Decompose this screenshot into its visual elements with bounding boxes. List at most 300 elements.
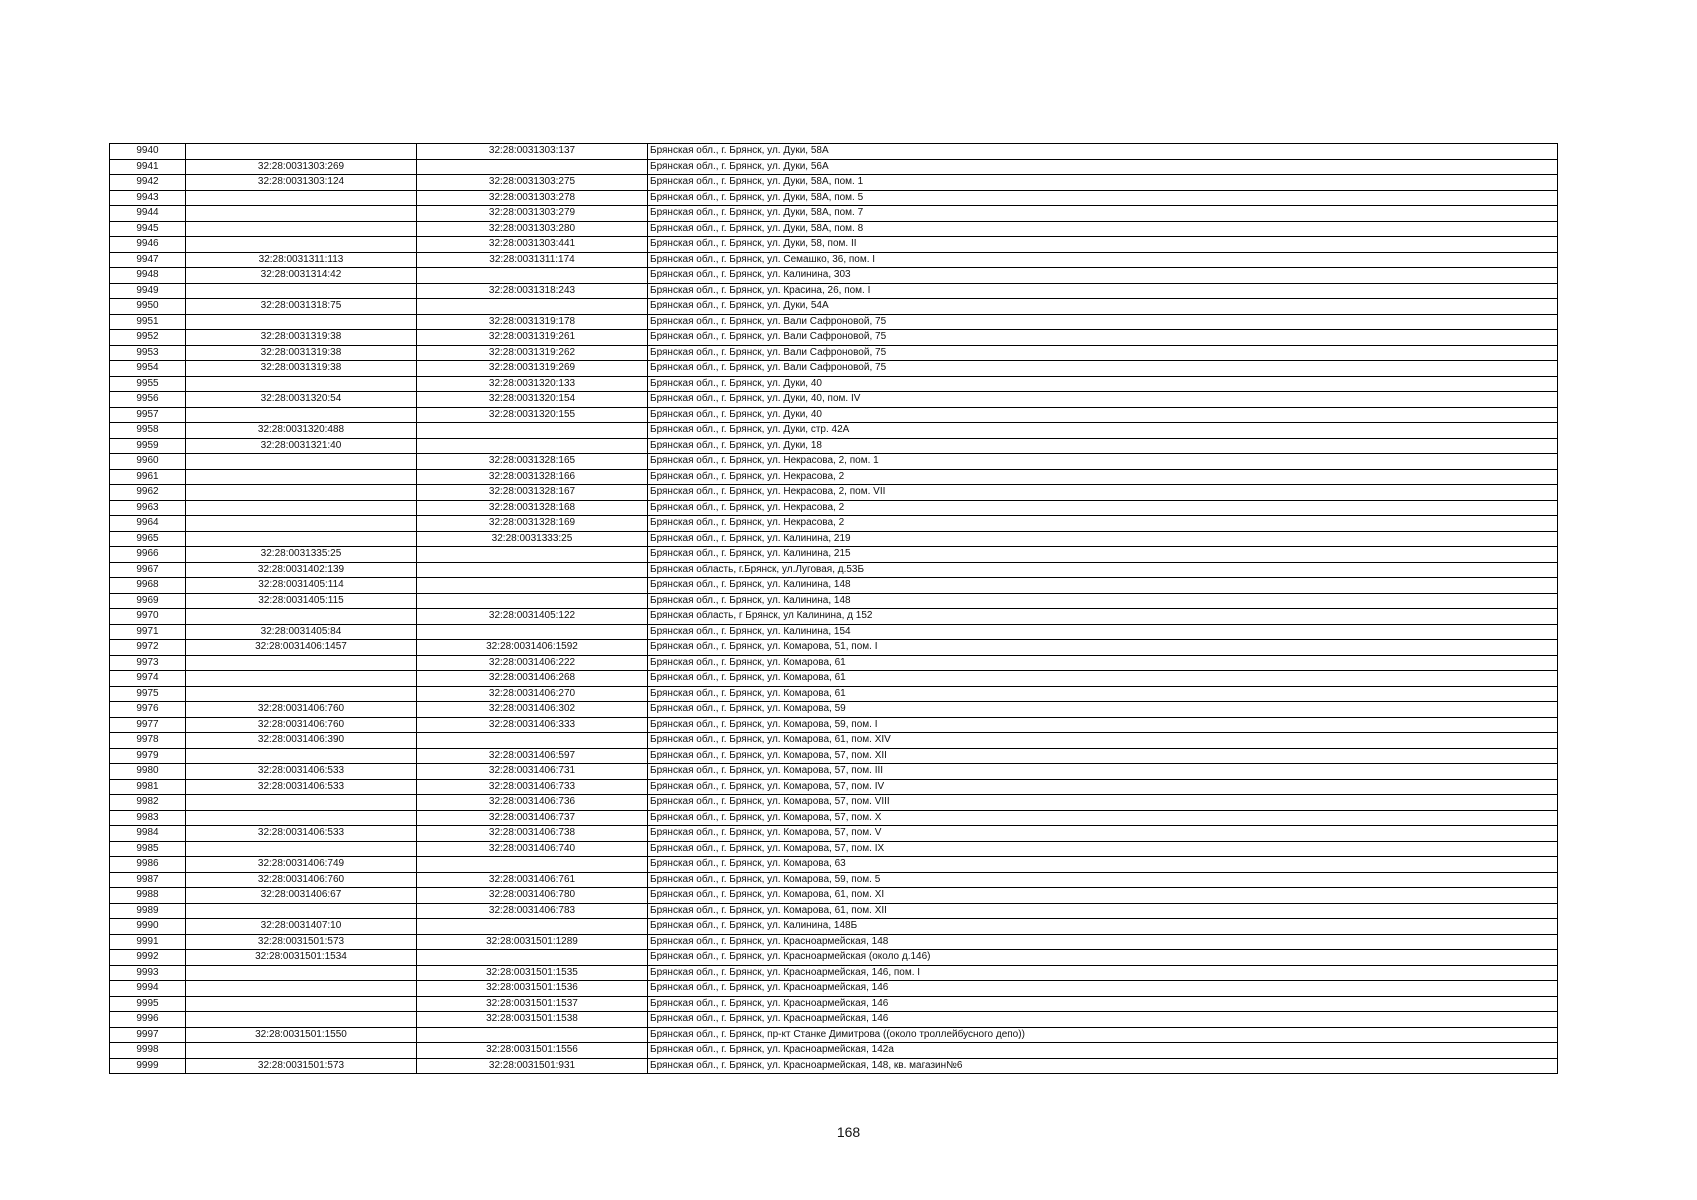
- row-number-cell: 9979: [110, 748, 186, 764]
- row-number-cell: 9960: [110, 454, 186, 470]
- address-cell: Брянская обл., г. Брянск, ул. Некрасова, 2, пом. 1: [648, 454, 1558, 470]
- land-cadastral-number-cell: [186, 469, 417, 485]
- row-number-cell: 9994: [110, 981, 186, 997]
- address-cell: Брянская обл., г. Брянск, ул. Комарова, 61, пом. XIV: [648, 733, 1558, 749]
- object-cadastral-number-cell: 32:28:0031303:278: [417, 190, 648, 206]
- row-number-cell: 9962: [110, 485, 186, 501]
- table-row: [110, 717, 1558, 733]
- object-cadastral-number-cell: 32:28:0031319:261: [417, 330, 648, 346]
- land-cadastral-number-cell: [186, 407, 417, 423]
- table-row: [110, 702, 1558, 718]
- address-cell: Брянская обл., г. Брянск, ул. Красноармейская, 146: [648, 981, 1558, 997]
- row-number-cell: 9972: [110, 640, 186, 656]
- table-row: [110, 826, 1558, 842]
- row-number-cell: 9967: [110, 562, 186, 578]
- table-row: [110, 562, 1558, 578]
- land-cadastral-number-cell: [186, 903, 417, 919]
- land-cadastral-number-cell: [186, 500, 417, 516]
- table-row: [110, 593, 1558, 609]
- land-cadastral-number-cell: 32:28:0031501:573: [186, 934, 417, 950]
- address-cell: Брянская обл., г. Брянск, ул. Комарова, 61, пом. XII: [648, 903, 1558, 919]
- table-row: [110, 237, 1558, 253]
- row-number-cell: 9986: [110, 857, 186, 873]
- land-cadastral-number-cell: [186, 810, 417, 826]
- row-number-cell: 9978: [110, 733, 186, 749]
- address-cell: Брянская обл., г. Брянск, ул. Дуки, 56А: [648, 159, 1558, 175]
- table-row: [110, 221, 1558, 237]
- land-cadastral-number-cell: 32:28:0031501:1550: [186, 1027, 417, 1043]
- object-cadastral-number-cell: 32:28:0031501:1535: [417, 965, 648, 981]
- land-cadastral-number-cell: 32:28:0031319:38: [186, 361, 417, 377]
- table-row: [110, 578, 1558, 594]
- land-cadastral-number-cell: 32:28:0031402:139: [186, 562, 417, 578]
- address-cell: Брянская обл., г. Брянск, пр-кт Станке Димитрова ((около троллейбусного депо)): [648, 1027, 1558, 1043]
- land-cadastral-number-cell: [186, 1012, 417, 1028]
- land-cadastral-number-cell: 32:28:0031314:42: [186, 268, 417, 284]
- object-cadastral-number-cell: 32:28:0031303:279: [417, 206, 648, 222]
- object-cadastral-number-cell: 32:28:0031319:178: [417, 314, 648, 330]
- land-cadastral-number-cell: 32:28:0031319:38: [186, 345, 417, 361]
- address-cell: Брянская обл., г. Брянск, ул. Семашко, 36, пом. I: [648, 252, 1558, 268]
- land-cadastral-number-cell: 32:28:0031406:760: [186, 872, 417, 888]
- table-row: [110, 330, 1558, 346]
- row-number-cell: 9969: [110, 593, 186, 609]
- row-number-cell: 9989: [110, 903, 186, 919]
- row-number-cell: 9948: [110, 268, 186, 284]
- address-cell: Брянская обл., г. Брянск, ул. Красноармейская, 146, пом. I: [648, 965, 1558, 981]
- table-row: [110, 485, 1558, 501]
- row-number-cell: 9999: [110, 1058, 186, 1074]
- object-cadastral-number-cell: 32:28:0031406:780: [417, 888, 648, 904]
- address-cell: Брянская обл., г. Брянск, ул. Дуки, стр. 42А: [648, 423, 1558, 439]
- address-cell: Брянская обл., г. Брянск, ул. Красноармейская, 142а: [648, 1043, 1558, 1059]
- address-cell: Брянская обл., г. Брянск, ул. Вали Сафроновой, 75: [648, 345, 1558, 361]
- table-row: [110, 810, 1558, 826]
- table-row: [110, 144, 1558, 160]
- address-cell: Брянская обл., г. Брянск, ул. Комарова, 51, пом. I: [648, 640, 1558, 656]
- table-row: [110, 655, 1558, 671]
- table-row: [110, 516, 1558, 532]
- land-cadastral-number-cell: 32:28:0031405:114: [186, 578, 417, 594]
- property-table: [109, 143, 1558, 1074]
- row-number-cell: 9971: [110, 624, 186, 640]
- object-cadastral-number-cell: 32:28:0031303:280: [417, 221, 648, 237]
- object-cadastral-number-cell: 32:28:0031318:243: [417, 283, 648, 299]
- object-cadastral-number-cell: [417, 438, 648, 454]
- address-cell: Брянская обл., г. Брянск, ул. Комарова, 57, пом. IV: [648, 779, 1558, 795]
- row-number-cell: 9941: [110, 159, 186, 175]
- table-row: [110, 981, 1558, 997]
- address-cell: Брянская обл., г. Брянск, ул. Комарова, 63: [648, 857, 1558, 873]
- address-cell: Брянская обл., г. Брянск, ул. Дуки, 58А, пом. 5: [648, 190, 1558, 206]
- land-cadastral-number-cell: 32:28:0031406:760: [186, 717, 417, 733]
- object-cadastral-number-cell: [417, 268, 648, 284]
- row-number-cell: 9956: [110, 392, 186, 408]
- row-number-cell: 9970: [110, 609, 186, 625]
- address-cell: Брянская обл., г. Брянск, ул. Комарова, 57, пом. III: [648, 764, 1558, 780]
- land-cadastral-number-cell: 32:28:0031405:115: [186, 593, 417, 609]
- table-row: [110, 872, 1558, 888]
- land-cadastral-number-cell: 32:28:0031303:124: [186, 175, 417, 191]
- land-cadastral-number-cell: [186, 748, 417, 764]
- table-row: [110, 841, 1558, 857]
- table-row: [110, 857, 1558, 873]
- row-number-cell: 9987: [110, 872, 186, 888]
- object-cadastral-number-cell: 32:28:0031406:302: [417, 702, 648, 718]
- land-cadastral-number-cell: 32:28:0031407:10: [186, 919, 417, 935]
- row-number-cell: 9950: [110, 299, 186, 315]
- address-cell: Брянская обл., г. Брянск, ул. Комарова, 57, пом. IX: [648, 841, 1558, 857]
- address-cell: Брянская обл., г. Брянск, ул. Калинина, 148: [648, 593, 1558, 609]
- object-cadastral-number-cell: 32:28:0031303:137: [417, 144, 648, 160]
- table-row: [110, 159, 1558, 175]
- object-cadastral-number-cell: [417, 919, 648, 935]
- table-row: [110, 438, 1558, 454]
- land-cadastral-number-cell: 32:28:0031501:1534: [186, 950, 417, 966]
- table-row: [110, 175, 1558, 191]
- object-cadastral-number-cell: [417, 950, 648, 966]
- land-cadastral-number-cell: [186, 144, 417, 160]
- object-cadastral-number-cell: 32:28:0031406:1592: [417, 640, 648, 656]
- row-number-cell: 9942: [110, 175, 186, 191]
- row-number-cell: 9944: [110, 206, 186, 222]
- land-cadastral-number-cell: [186, 485, 417, 501]
- table-row: [110, 748, 1558, 764]
- address-cell: Брянская обл., г. Брянск, ул. Комарова, 59, пом. I: [648, 717, 1558, 733]
- address-cell: Брянская обл., г. Брянск, ул. Комарова, 57, пом. VIII: [648, 795, 1558, 811]
- object-cadastral-number-cell: 32:28:0031406:736: [417, 795, 648, 811]
- object-cadastral-number-cell: 32:28:0031328:166: [417, 469, 648, 485]
- row-number-cell: 9955: [110, 376, 186, 392]
- row-number-cell: 9995: [110, 996, 186, 1012]
- table-row: [110, 934, 1558, 950]
- address-cell: Брянская обл., г. Брянск, ул. Калинина, 148Б: [648, 919, 1558, 935]
- address-cell: Брянская обл., г. Брянск, ул. Калинина, 154: [648, 624, 1558, 640]
- address-cell: Брянская обл., г. Брянск, ул. Дуки, 40: [648, 376, 1558, 392]
- address-cell: Брянская обл., г. Брянск, ул. Комарова, 57, пом. X: [648, 810, 1558, 826]
- row-number-cell: 9988: [110, 888, 186, 904]
- address-cell: Брянская обл., г. Брянск, ул. Дуки, 18: [648, 438, 1558, 454]
- address-cell: Брянская обл., г. Брянск, ул. Красноармейская (около д.146): [648, 950, 1558, 966]
- object-cadastral-number-cell: 32:28:0031406:738: [417, 826, 648, 842]
- table-row: [110, 609, 1558, 625]
- row-number-cell: 9985: [110, 841, 186, 857]
- land-cadastral-number-cell: [186, 981, 417, 997]
- table-row: [110, 361, 1558, 377]
- address-cell: Брянская обл., г. Брянск, ул. Дуки, 58А, пом. 8: [648, 221, 1558, 237]
- object-cadastral-number-cell: [417, 733, 648, 749]
- object-cadastral-number-cell: 32:28:0031303:275: [417, 175, 648, 191]
- table-row: [110, 206, 1558, 222]
- address-cell: Брянская обл., г. Брянск, ул. Дуки, 58, пом. II: [648, 237, 1558, 253]
- table-row: [110, 996, 1558, 1012]
- land-cadastral-number-cell: 32:28:0031406:533: [186, 764, 417, 780]
- address-cell: Брянская обл., г. Брянск, ул. Красина, 26, пом. I: [648, 283, 1558, 299]
- land-cadastral-number-cell: [186, 1043, 417, 1059]
- row-number-cell: 9964: [110, 516, 186, 532]
- address-cell: Брянская обл., г. Брянск, ул. Комарова, 59, пом. 5: [648, 872, 1558, 888]
- object-cadastral-number-cell: 32:28:0031406:597: [417, 748, 648, 764]
- table-row: [110, 903, 1558, 919]
- row-number-cell: 9952: [110, 330, 186, 346]
- land-cadastral-number-cell: 32:28:0031319:38: [186, 330, 417, 346]
- land-cadastral-number-cell: 32:28:0031320:54: [186, 392, 417, 408]
- object-cadastral-number-cell: 32:28:0031328:165: [417, 454, 648, 470]
- page-number: 168: [836, 1124, 861, 1140]
- land-cadastral-number-cell: [186, 655, 417, 671]
- table-row: [110, 779, 1558, 795]
- table-row: [110, 1012, 1558, 1028]
- object-cadastral-number-cell: [417, 578, 648, 594]
- row-number-cell: 9957: [110, 407, 186, 423]
- land-cadastral-number-cell: 32:28:0031406:67: [186, 888, 417, 904]
- address-cell: Брянская обл., г. Брянск, ул. Некрасова, 2: [648, 500, 1558, 516]
- object-cadastral-number-cell: 32:28:0031406:737: [417, 810, 648, 826]
- land-cadastral-number-cell: 32:28:0031406:1457: [186, 640, 417, 656]
- table-row: [110, 392, 1558, 408]
- address-cell: Брянская обл., г. Брянск, ул. Вали Сафроновой, 75: [648, 314, 1558, 330]
- table-row: [110, 252, 1558, 268]
- object-cadastral-number-cell: 32:28:0031501:931: [417, 1058, 648, 1074]
- row-number-cell: 9983: [110, 810, 186, 826]
- table-row: [110, 764, 1558, 780]
- address-cell: Брянская обл., г. Брянск, ул. Комарова, 59: [648, 702, 1558, 718]
- address-cell: Брянская обл., г. Брянск, ул. Комарова, 57, пом. V: [648, 826, 1558, 842]
- object-cadastral-number-cell: 32:28:0031501:1536: [417, 981, 648, 997]
- row-number-cell: 9946: [110, 237, 186, 253]
- row-number-cell: 9968: [110, 578, 186, 594]
- address-cell: Брянская обл., г. Брянск, ул. Калинина, 219: [648, 531, 1558, 547]
- table-row: [110, 671, 1558, 687]
- land-cadastral-number-cell: [186, 996, 417, 1012]
- address-cell: Брянская обл., г. Брянск, ул. Калинина, 215: [648, 547, 1558, 563]
- object-cadastral-number-cell: 32:28:0031501:1537: [417, 996, 648, 1012]
- land-cadastral-number-cell: [186, 795, 417, 811]
- land-cadastral-number-cell: [186, 965, 417, 981]
- land-cadastral-number-cell: 32:28:0031406:533: [186, 826, 417, 842]
- row-number-cell: 9992: [110, 950, 186, 966]
- land-cadastral-number-cell: 32:28:0031406:749: [186, 857, 417, 873]
- land-cadastral-number-cell: [186, 376, 417, 392]
- address-cell: Брянская обл., г. Брянск, ул. Дуки, 40: [648, 407, 1558, 423]
- table-row: [110, 345, 1558, 361]
- land-cadastral-number-cell: 32:28:0031318:75: [186, 299, 417, 315]
- row-number-cell: 9940: [110, 144, 186, 160]
- object-cadastral-number-cell: 32:28:0031320:133: [417, 376, 648, 392]
- address-cell: Брянская обл., г. Брянск, ул. Калинина, 148: [648, 578, 1558, 594]
- object-cadastral-number-cell: 32:28:0031406:268: [417, 671, 648, 687]
- object-cadastral-number-cell: 32:28:0031406:733: [417, 779, 648, 795]
- address-cell: Брянская обл., г. Брянск, ул. Комарова, 61: [648, 655, 1558, 671]
- object-cadastral-number-cell: 32:28:0031333:25: [417, 531, 648, 547]
- object-cadastral-number-cell: 32:28:0031328:169: [417, 516, 648, 532]
- land-cadastral-number-cell: [186, 841, 417, 857]
- table-row: [110, 686, 1558, 702]
- address-cell: Брянская обл., г. Брянск, ул. Комарова, 61, пом. XI: [648, 888, 1558, 904]
- land-cadastral-number-cell: [186, 671, 417, 687]
- row-number-cell: 9951: [110, 314, 186, 330]
- row-number-cell: 9965: [110, 531, 186, 547]
- land-cadastral-number-cell: 32:28:0031335:25: [186, 547, 417, 563]
- table-row: [110, 268, 1558, 284]
- row-number-cell: 9974: [110, 671, 186, 687]
- address-cell: Брянская обл., г. Брянск, ул. Вали Сафроновой, 75: [648, 361, 1558, 377]
- row-number-cell: 9959: [110, 438, 186, 454]
- row-number-cell: 9981: [110, 779, 186, 795]
- object-cadastral-number-cell: 32:28:0031406:333: [417, 717, 648, 733]
- land-cadastral-number-cell: [186, 206, 417, 222]
- object-cadastral-number-cell: 32:28:0031406:270: [417, 686, 648, 702]
- address-cell: Брянская обл., г. Брянск, ул. Дуки, 58А, пом. 1: [648, 175, 1558, 191]
- land-cadastral-number-cell: [186, 531, 417, 547]
- row-number-cell: 9949: [110, 283, 186, 299]
- row-number-cell: 9984: [110, 826, 186, 842]
- land-cadastral-number-cell: [186, 237, 417, 253]
- land-cadastral-number-cell: 32:28:0031406:760: [186, 702, 417, 718]
- address-cell: Брянская обл., г. Брянск, ул. Некрасова, 2: [648, 469, 1558, 485]
- table-row: [110, 1043, 1558, 1059]
- row-number-cell: 9945: [110, 221, 186, 237]
- object-cadastral-number-cell: [417, 562, 648, 578]
- table-row: [110, 1058, 1558, 1074]
- row-number-cell: 9990: [110, 919, 186, 935]
- row-number-cell: 9943: [110, 190, 186, 206]
- land-cadastral-number-cell: [186, 516, 417, 532]
- object-cadastral-number-cell: [417, 1027, 648, 1043]
- table-row: [110, 624, 1558, 640]
- land-cadastral-number-cell: 32:28:0031321:40: [186, 438, 417, 454]
- address-cell: Брянская обл., г. Брянск, ул. Дуки, 40, пом. IV: [648, 392, 1558, 408]
- object-cadastral-number-cell: 32:28:0031328:168: [417, 500, 648, 516]
- land-cadastral-number-cell: 32:28:0031320:488: [186, 423, 417, 439]
- table-row: [110, 407, 1558, 423]
- address-cell: Брянская обл., г. Брянск, ул. Комарова, 61: [648, 671, 1558, 687]
- address-cell: Брянская обл., г. Брянск, ул. Дуки, 58А, пом. 7: [648, 206, 1558, 222]
- row-number-cell: 9998: [110, 1043, 186, 1059]
- object-cadastral-number-cell: [417, 593, 648, 609]
- row-number-cell: 9997: [110, 1027, 186, 1043]
- table-row: [110, 423, 1558, 439]
- object-cadastral-number-cell: 32:28:0031406:783: [417, 903, 648, 919]
- table-row: [110, 733, 1558, 749]
- row-number-cell: 9996: [110, 1012, 186, 1028]
- object-cadastral-number-cell: 32:28:0031406:761: [417, 872, 648, 888]
- address-cell: Брянская обл., г. Брянск, ул. Некрасова, 2: [648, 516, 1558, 532]
- object-cadastral-number-cell: 32:28:0031328:167: [417, 485, 648, 501]
- address-cell: Брянская область, г.Брянск, ул.Луговая, д.53Б: [648, 562, 1558, 578]
- object-cadastral-number-cell: 32:28:0031303:441: [417, 237, 648, 253]
- land-cadastral-number-cell: [186, 283, 417, 299]
- table-row: [110, 283, 1558, 299]
- row-number-cell: 9947: [110, 252, 186, 268]
- row-number-cell: 9993: [110, 965, 186, 981]
- object-cadastral-number-cell: 32:28:0031406:222: [417, 655, 648, 671]
- object-cadastral-number-cell: 32:28:0031319:269: [417, 361, 648, 377]
- table-row: [110, 950, 1558, 966]
- row-number-cell: 9982: [110, 795, 186, 811]
- row-number-cell: 9977: [110, 717, 186, 733]
- land-cadastral-number-cell: [186, 221, 417, 237]
- table-row: [110, 454, 1558, 470]
- land-cadastral-number-cell: [186, 314, 417, 330]
- object-cadastral-number-cell: 32:28:0031319:262: [417, 345, 648, 361]
- land-cadastral-number-cell: [186, 686, 417, 702]
- land-cadastral-number-cell: 32:28:0031501:573: [186, 1058, 417, 1074]
- table-row: [110, 795, 1558, 811]
- table-row: [110, 919, 1558, 935]
- row-number-cell: 9973: [110, 655, 186, 671]
- land-cadastral-number-cell: 32:28:0031405:84: [186, 624, 417, 640]
- table-row: [110, 1027, 1558, 1043]
- row-number-cell: 9975: [110, 686, 186, 702]
- address-cell: Брянская область, г Брянск, ул Калинина, д 152: [648, 609, 1558, 625]
- land-cadastral-number-cell: [186, 190, 417, 206]
- address-cell: Брянская обл., г. Брянск, ул. Некрасова, 2, пом. VII: [648, 485, 1558, 501]
- object-cadastral-number-cell: [417, 857, 648, 873]
- object-cadastral-number-cell: 32:28:0031405:122: [417, 609, 648, 625]
- object-cadastral-number-cell: 32:28:0031406:740: [417, 841, 648, 857]
- table-row: [110, 314, 1558, 330]
- object-cadastral-number-cell: 32:28:0031501:1556: [417, 1043, 648, 1059]
- address-cell: Брянская обл., г. Брянск, ул. Красноармейская, 146: [648, 996, 1558, 1012]
- table-row: [110, 376, 1558, 392]
- row-number-cell: 9976: [110, 702, 186, 718]
- table-row: [110, 299, 1558, 315]
- table-row: [110, 469, 1558, 485]
- row-number-cell: 9961: [110, 469, 186, 485]
- table-row: [110, 190, 1558, 206]
- row-number-cell: 9954: [110, 361, 186, 377]
- land-cadastral-number-cell: [186, 454, 417, 470]
- address-cell: Брянская обл., г. Брянск, ул. Комарова, 61: [648, 686, 1558, 702]
- address-cell: Брянская обл., г. Брянск, ул. Красноармейская, 148, кв. магазин№6: [648, 1058, 1558, 1074]
- address-cell: Брянская обл., г. Брянск, ул. Дуки, 54А: [648, 299, 1558, 315]
- address-cell: Брянская обл., г. Брянск, ул. Калинина, 303: [648, 268, 1558, 284]
- object-cadastral-number-cell: [417, 299, 648, 315]
- land-cadastral-number-cell: 32:28:0031406:533: [186, 779, 417, 795]
- object-cadastral-number-cell: 32:28:0031320:154: [417, 392, 648, 408]
- row-number-cell: 9991: [110, 934, 186, 950]
- land-cadastral-number-cell: 32:28:0031303:269: [186, 159, 417, 175]
- row-number-cell: 9963: [110, 500, 186, 516]
- row-number-cell: 9966: [110, 547, 186, 563]
- table-row: [110, 965, 1558, 981]
- address-cell: Брянская обл., г. Брянск, ул. Комарова, 57, пом. XII: [648, 748, 1558, 764]
- object-cadastral-number-cell: [417, 624, 648, 640]
- object-cadastral-number-cell: [417, 159, 648, 175]
- table-row: [110, 640, 1558, 656]
- object-cadastral-number-cell: 32:28:0031320:155: [417, 407, 648, 423]
- land-cadastral-number-cell: 32:28:0031406:390: [186, 733, 417, 749]
- table-row: [110, 531, 1558, 547]
- land-cadastral-number-cell: [186, 609, 417, 625]
- row-number-cell: 9958: [110, 423, 186, 439]
- property-table-body: [110, 144, 1558, 1074]
- object-cadastral-number-cell: 32:28:0031406:731: [417, 764, 648, 780]
- address-cell: Брянская обл., г. Брянск, ул. Красноармейская, 146: [648, 1012, 1558, 1028]
- address-cell: Брянская обл., г. Брянск, ул. Красноармейская, 148: [648, 934, 1558, 950]
- object-cadastral-number-cell: 32:28:0031501:1538: [417, 1012, 648, 1028]
- object-cadastral-number-cell: [417, 547, 648, 563]
- table-row: [110, 547, 1558, 563]
- address-cell: Брянская обл., г. Брянск, ул. Вали Сафроновой, 75: [648, 330, 1558, 346]
- table-row: [110, 500, 1558, 516]
- object-cadastral-number-cell: 32:28:0031501:1289: [417, 934, 648, 950]
- land-cadastral-number-cell: 32:28:0031311:113: [186, 252, 417, 268]
- row-number-cell: 9980: [110, 764, 186, 780]
- row-number-cell: 9953: [110, 345, 186, 361]
- address-cell: Брянская обл., г. Брянск, ул. Дуки, 58А: [648, 144, 1558, 160]
